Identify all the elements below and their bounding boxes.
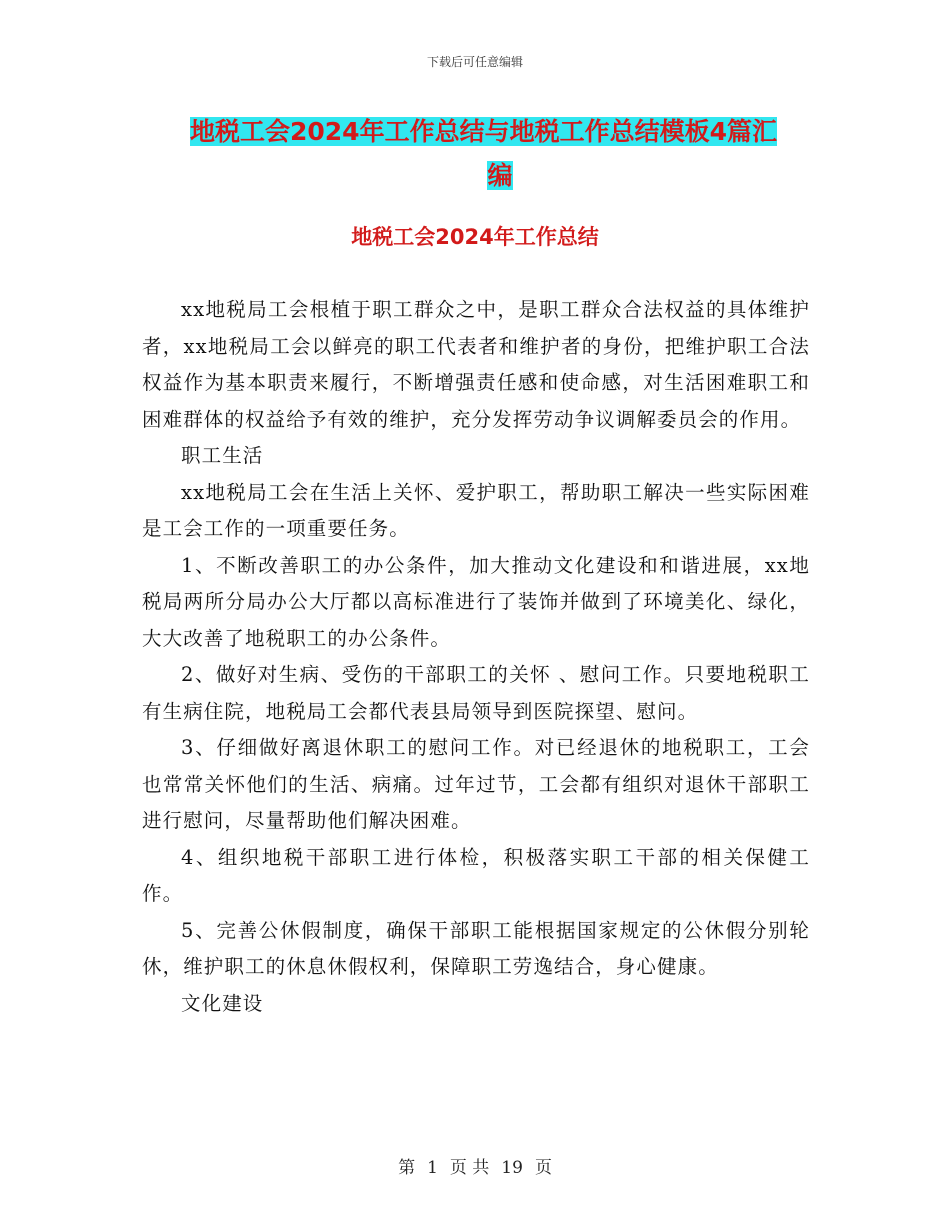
header-note: 下载后可任意编辑 (426, 55, 523, 69)
footer-middle: 页 共 (449, 1158, 490, 1178)
document-title (190, 110, 810, 198)
list-item-2: 2、做好对生病、受伤的干部职工的关怀 、慰问工作。只要地税职工有生病住院，地税局工会都代表县局领导到医院探望、慰问。 (142, 663, 810, 723)
list-item-3: 3、仔细做好离退休职工的慰问工作。对已经退休的地税职工，工会也常常关怀他们的生活、病痛。过年过节，工会都有组织对退休干部职工进行慰问，尽量帮助他们解决困难。 (142, 736, 810, 832)
subheading-culture: 文化建设 (181, 991, 264, 1015)
footer-total-pages: 19 (501, 1158, 523, 1178)
document-title-line-1 (190, 110, 810, 154)
list-item-5: 5、完善公休假制度，确保干部职工能根据国家规定的公休假分别轮休，维护职工的休息休假权利，保障职工劳逸结合，身心健康。 (142, 918, 810, 978)
footer-suffix: 页 (534, 1158, 552, 1178)
document-title-line-2 (190, 154, 810, 198)
list-item-4: 4、组织地税干部职工进行体检，积极落实职工干部的相关保健工作。 (142, 845, 810, 905)
paragraph-staff-life: xx地税局工会在生活上关怀、爱护职工，帮助职工解决一些实际困难是工会工作的一项重要任务。 (142, 480, 810, 540)
subheading-staff-life: 职工生活 (181, 444, 264, 467)
title-highlight-1: 地税工会2024年工作总结与地税工作总结模板4篇汇 (190, 117, 777, 146)
document-body (142, 292, 810, 1022)
title-highlight-2: 编 (487, 161, 513, 190)
paragraph-intro: xx地税局工会根植于职工群众之中，是职工群众合法权益的具体维护者，xx地税局工会以鲜亮的职工代表者和维护者的身份，把维护职工合法权益作为基本职责来履行，不断增强责任感和使命感，对生活困难职工和困难群体的权益给予有效的维护，充分发挥劳动争议调解委员会的作用。 (142, 298, 810, 431)
page-footer (0, 1153, 950, 1178)
footer-page-number: 1 (427, 1158, 438, 1178)
section-title: 地税工会2024年工作总结 (351, 225, 599, 249)
list-item-1: 1、不断改善职工的办公条件，加大推动文化建设和和谐进展，xx地税局两所分局办公大厅都以高标准进行了装饰并做到了环境美化、绿化，大大改善了地税职工的办公条件。 (142, 553, 810, 650)
footer-prefix: 第 (398, 1158, 416, 1178)
